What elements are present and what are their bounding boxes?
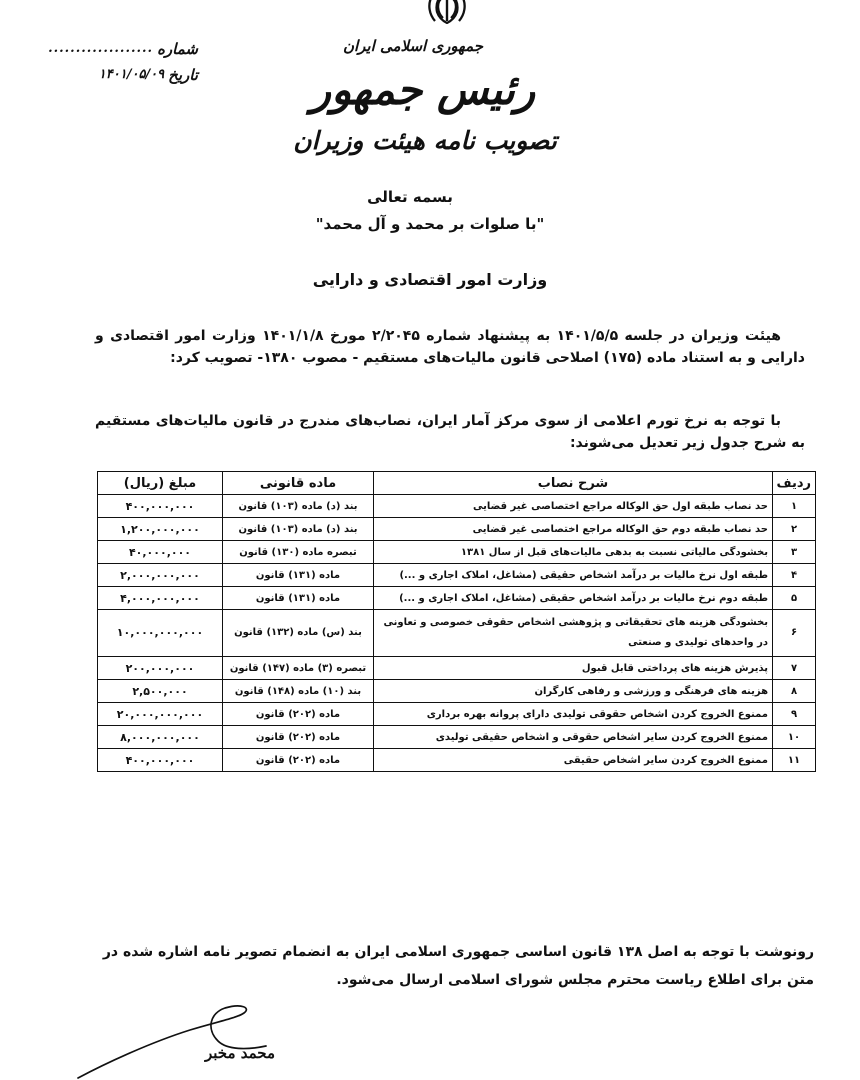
row-number: ۸ — [773, 680, 816, 703]
legal-article: ماده (۱۳۱) قانون — [223, 564, 374, 587]
tax-threshold-table — [97, 471, 816, 772]
row-number-header: ردیف — [773, 472, 816, 495]
amount-rial: ۸,۰۰۰,۰۰۰,۰۰۰ — [98, 726, 223, 749]
signatory-name: محمد مخبر — [204, 1044, 275, 1062]
threshold-description: طبقه دوم نرخ مالیات بر درآمد اشخاص حقیقی (مشاغل، املاک اجاری و ...) — [374, 587, 773, 610]
threshold-description: ممنوع الخروج کردن سایر اشخاص حقیقی — [374, 749, 773, 772]
threshold-description: ممنوع الخروج کردن اشخاص حقوقی تولیدی دارای پروانه بهره برداری — [374, 703, 773, 726]
copy-notice: رونوشت با توجه به اصل ۱۳۸ قانون اساسی جمهوری اسلامی ایران به انضمام تصویر نامه اشاره شده در متن برای اطلاع ریاست محترم مجلس شورای اسلامی ارسال می‌شود. — [102, 944, 814, 988]
legal-article-header: ماده قانونی — [223, 472, 374, 495]
date-label: تاریخ — [168, 66, 198, 84]
salawat-line: "با صلوات بر محمد و آل محمد" — [315, 215, 545, 233]
legal-article: ماده (۲۰۲) قانون — [223, 726, 374, 749]
threshold-description: ممنوع الخروج کردن سایر اشخاص حقوقی و اشخاص حقیقی تولیدی — [374, 726, 773, 749]
legal-article: بند (۱۰) ماده (۱۴۸) قانون — [223, 680, 374, 703]
number-value: ................... — [48, 41, 154, 56]
decree-title: تصویب نامه هیئت وزیران — [293, 126, 557, 155]
table-row — [98, 610, 816, 657]
date-row — [18, 62, 198, 88]
legal-article: ماده (۱۳۱) قانون — [223, 587, 374, 610]
number-label: شماره — [157, 40, 198, 58]
amount-rial: ۱,۲۰۰,۰۰۰,۰۰۰ — [98, 518, 223, 541]
table-row — [98, 657, 816, 680]
legal-article: بند (س) ماده (۱۳۲) قانون — [223, 610, 374, 657]
decision-paragraph — [95, 325, 805, 369]
legal-article: ماده (۲۰۲) قانون — [223, 703, 374, 726]
table-row — [98, 587, 816, 610]
ministry-heading: وزارت امور اقتصادی و دارایی — [312, 270, 548, 289]
legal-article: ماده (۲۰۲) قانون — [223, 749, 374, 772]
row-number: ۱۱ — [773, 749, 816, 772]
amount-rial: ۲۰۰,۰۰۰,۰۰۰ — [98, 657, 223, 680]
amount-rial: ۴,۰۰۰,۰۰۰,۰۰۰ — [98, 587, 223, 610]
president-title: رئیس جمهور — [310, 65, 536, 114]
amount-rial: ۲,۵۰۰,۰۰۰ — [98, 680, 223, 703]
table-header-row — [98, 472, 816, 495]
row-number: ۱۰ — [773, 726, 816, 749]
row-number: ۳ — [773, 541, 816, 564]
amount-rial: ۴۰۰,۰۰۰,۰۰۰ — [98, 749, 223, 772]
row-number: ۹ — [773, 703, 816, 726]
row-number: ۵ — [773, 587, 816, 610]
table-row — [98, 564, 816, 587]
amount-header: مبلغ (ریال) — [98, 472, 223, 495]
iran-emblem-icon — [423, 0, 471, 24]
row-number: ۷ — [773, 657, 816, 680]
table-row — [98, 726, 816, 749]
basmala: بسمه تعالی — [367, 188, 453, 206]
table-row — [98, 541, 816, 564]
signature-mark — [70, 994, 280, 1080]
table-row — [98, 749, 816, 772]
adjustment-paragraph — [95, 410, 805, 454]
decree-metadata — [18, 36, 198, 88]
letterhead — [250, 34, 570, 160]
table-row — [98, 680, 816, 703]
row-number: ۴ — [773, 564, 816, 587]
republic-title: جمهوری اسلامی ایران — [342, 37, 484, 55]
legal-article: بند (د) ماده (۱۰۳) قانون — [223, 518, 374, 541]
threshold-description: هزینه های فرهنگی و ورزشی و رفاهی کارگران — [374, 680, 773, 703]
table-row — [98, 703, 816, 726]
threshold-description: حد نصاب طبقه اول حق الوکاله مراجع اختصاصی غیر قضایی — [374, 495, 773, 518]
legal-article: بند (د) ماده (۱۰۳) قانون — [223, 495, 374, 518]
decision-text: هیئت وزیران در جلسه ۱۴۰۱/۵/۵ به پیشنهاد شماره ۲/۲۰۴۵ مورخ ۱۴۰۱/۱/۸ وزارت امور اقتصادی و دارایی و به استناد ماده (۱۷۵) اصلاحی قانون مالیات‌های مستقیم - مصوب ۱۳۸۰- تصویب کرد: — [95, 328, 805, 366]
description-header: شرح نصاب — [374, 472, 773, 495]
threshold-description: بخشودگی مالیاتی نسبت به بدهی مالیات‌های قبل از سال ۱۳۸۱ — [374, 541, 773, 564]
date-value: ۱۴۰۱/۰۵/۰۹ — [98, 67, 165, 82]
number-row — [18, 36, 198, 62]
threshold-description: پذیرش هزینه های پرداختی قابل قبول — [374, 657, 773, 680]
threshold-description: حد نصاب طبقه دوم حق الوکاله مراجع اختصاصی غیر قضایی — [374, 518, 773, 541]
amount-rial: ۴۰,۰۰۰,۰۰۰ — [98, 541, 223, 564]
table-row — [98, 495, 816, 518]
amount-rial: ۲,۰۰۰,۰۰۰,۰۰۰ — [98, 564, 223, 587]
amount-rial: ۱۰,۰۰۰,۰۰۰,۰۰۰ — [98, 610, 223, 657]
row-number: ۱ — [773, 495, 816, 518]
legal-article: تبصره (۳) ماده (۱۴۷) قانون — [223, 657, 374, 680]
threshold-description: بخشودگی هزینه های تحقیقاتی و پژوهشی اشخاص حقوقی خصوصی و تعاونی در واحدهای تولیدی و صنعتی — [374, 610, 773, 657]
amount-rial: ۴۰۰,۰۰۰,۰۰۰ — [98, 495, 223, 518]
legal-article: تبصره ماده (۱۳۰) قانون — [223, 541, 374, 564]
row-number: ۶ — [773, 610, 816, 657]
threshold-description: طبقه اول نرخ مالیات بر درآمد اشخاص حقیقی (مشاغل، املاک اجاری و ...) — [374, 564, 773, 587]
row-number: ۲ — [773, 518, 816, 541]
amount-rial: ۲۰,۰۰۰,۰۰۰,۰۰۰ — [98, 703, 223, 726]
adjustment-text: با توجه به نرخ تورم اعلامی از سوی مرکز آمار ایران، نصاب‌های مندرج در قانون مالیات‌های مستقیم به شرح جدول زیر تعدیل می‌شوند: — [95, 413, 805, 451]
table-row — [98, 518, 816, 541]
